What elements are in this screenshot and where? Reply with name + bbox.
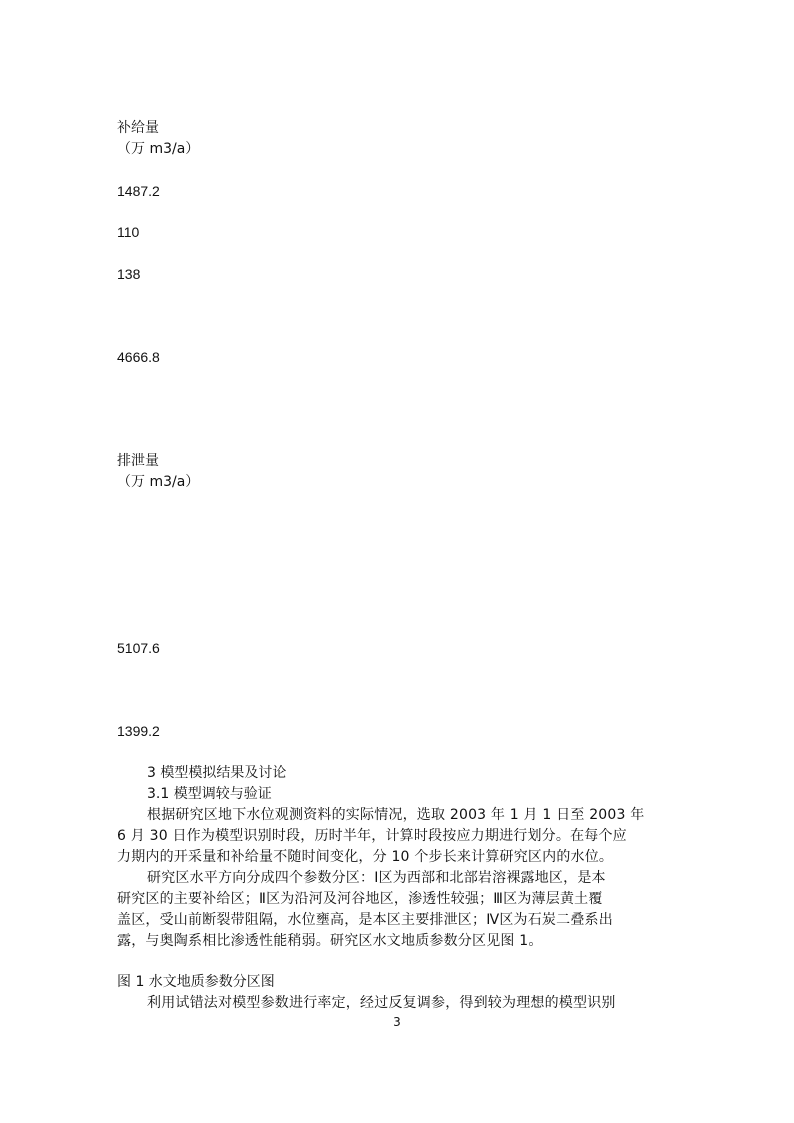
discharge-value-1: 5107.6 bbox=[117, 640, 160, 656]
section-subheading: 3.1 模型调较与验证 bbox=[147, 786, 272, 802]
paragraph-2-line-3: 盖区，受山前断裂带阻隔，水位壅高，是本区主要排泄区；Ⅳ区为石炭二叠系出 bbox=[117, 912, 613, 928]
discharge-value-2: 1399.2 bbox=[117, 723, 160, 739]
recharge-value-2: 110 bbox=[117, 224, 140, 240]
paragraph-1-line-1: 根据研究区地下水位观测资料的实际情况，选取 2003 年 1 月 1 日至 2003 年 bbox=[147, 807, 645, 823]
recharge-unit: （万 m3/a） bbox=[117, 141, 200, 157]
recharge-label: 补给量 bbox=[117, 120, 159, 136]
paragraph-2 bbox=[117, 868, 679, 952]
section-heading: 3 模型模拟结果及讨论 bbox=[147, 765, 287, 781]
paragraph-2-line-1: 研究区水平方向分成四个参数分区：Ⅰ区为西部和北部岩溶裸露地区，是本 bbox=[147, 870, 606, 886]
paragraph-3-line-1: 利用试错法对模型参数进行率定，经过反复调参，得到较为理想的模型识别 bbox=[147, 995, 616, 1011]
paragraph-1 bbox=[117, 805, 679, 868]
page-number: 3 bbox=[393, 1015, 401, 1029]
paragraph-3 bbox=[117, 993, 679, 1014]
figure-caption: 图 1 水文地质参数分区图 bbox=[117, 974, 275, 990]
recharge-value-4: 4666.8 bbox=[117, 349, 160, 365]
paragraph-1-line-3: 力期内的开采量和补给量不随时间变化，分 10 个步长来计算研究区内的水位。 bbox=[117, 849, 614, 865]
discharge-label: 排泄量 bbox=[117, 453, 159, 469]
paragraph-1-line-2: 6 月 30 日作为模型识别时段，历时半年，计算时段按应力期进行划分。在每个应 bbox=[117, 828, 627, 844]
paragraph-2-line-2: 研究区的主要补给区；Ⅱ区为沿河及河谷地区，渗透性较强；Ⅲ区为薄层黄土覆 bbox=[117, 891, 603, 907]
recharge-value-3: 138 bbox=[117, 266, 141, 282]
recharge-value-1: 1487.2 bbox=[117, 183, 160, 199]
paragraph-2-line-4: 露，与奥陶系相比渗透性能稍弱。研究区水文地质参数分区见图 1。 bbox=[117, 933, 543, 949]
discharge-unit: （万 m3/a） bbox=[117, 474, 200, 490]
